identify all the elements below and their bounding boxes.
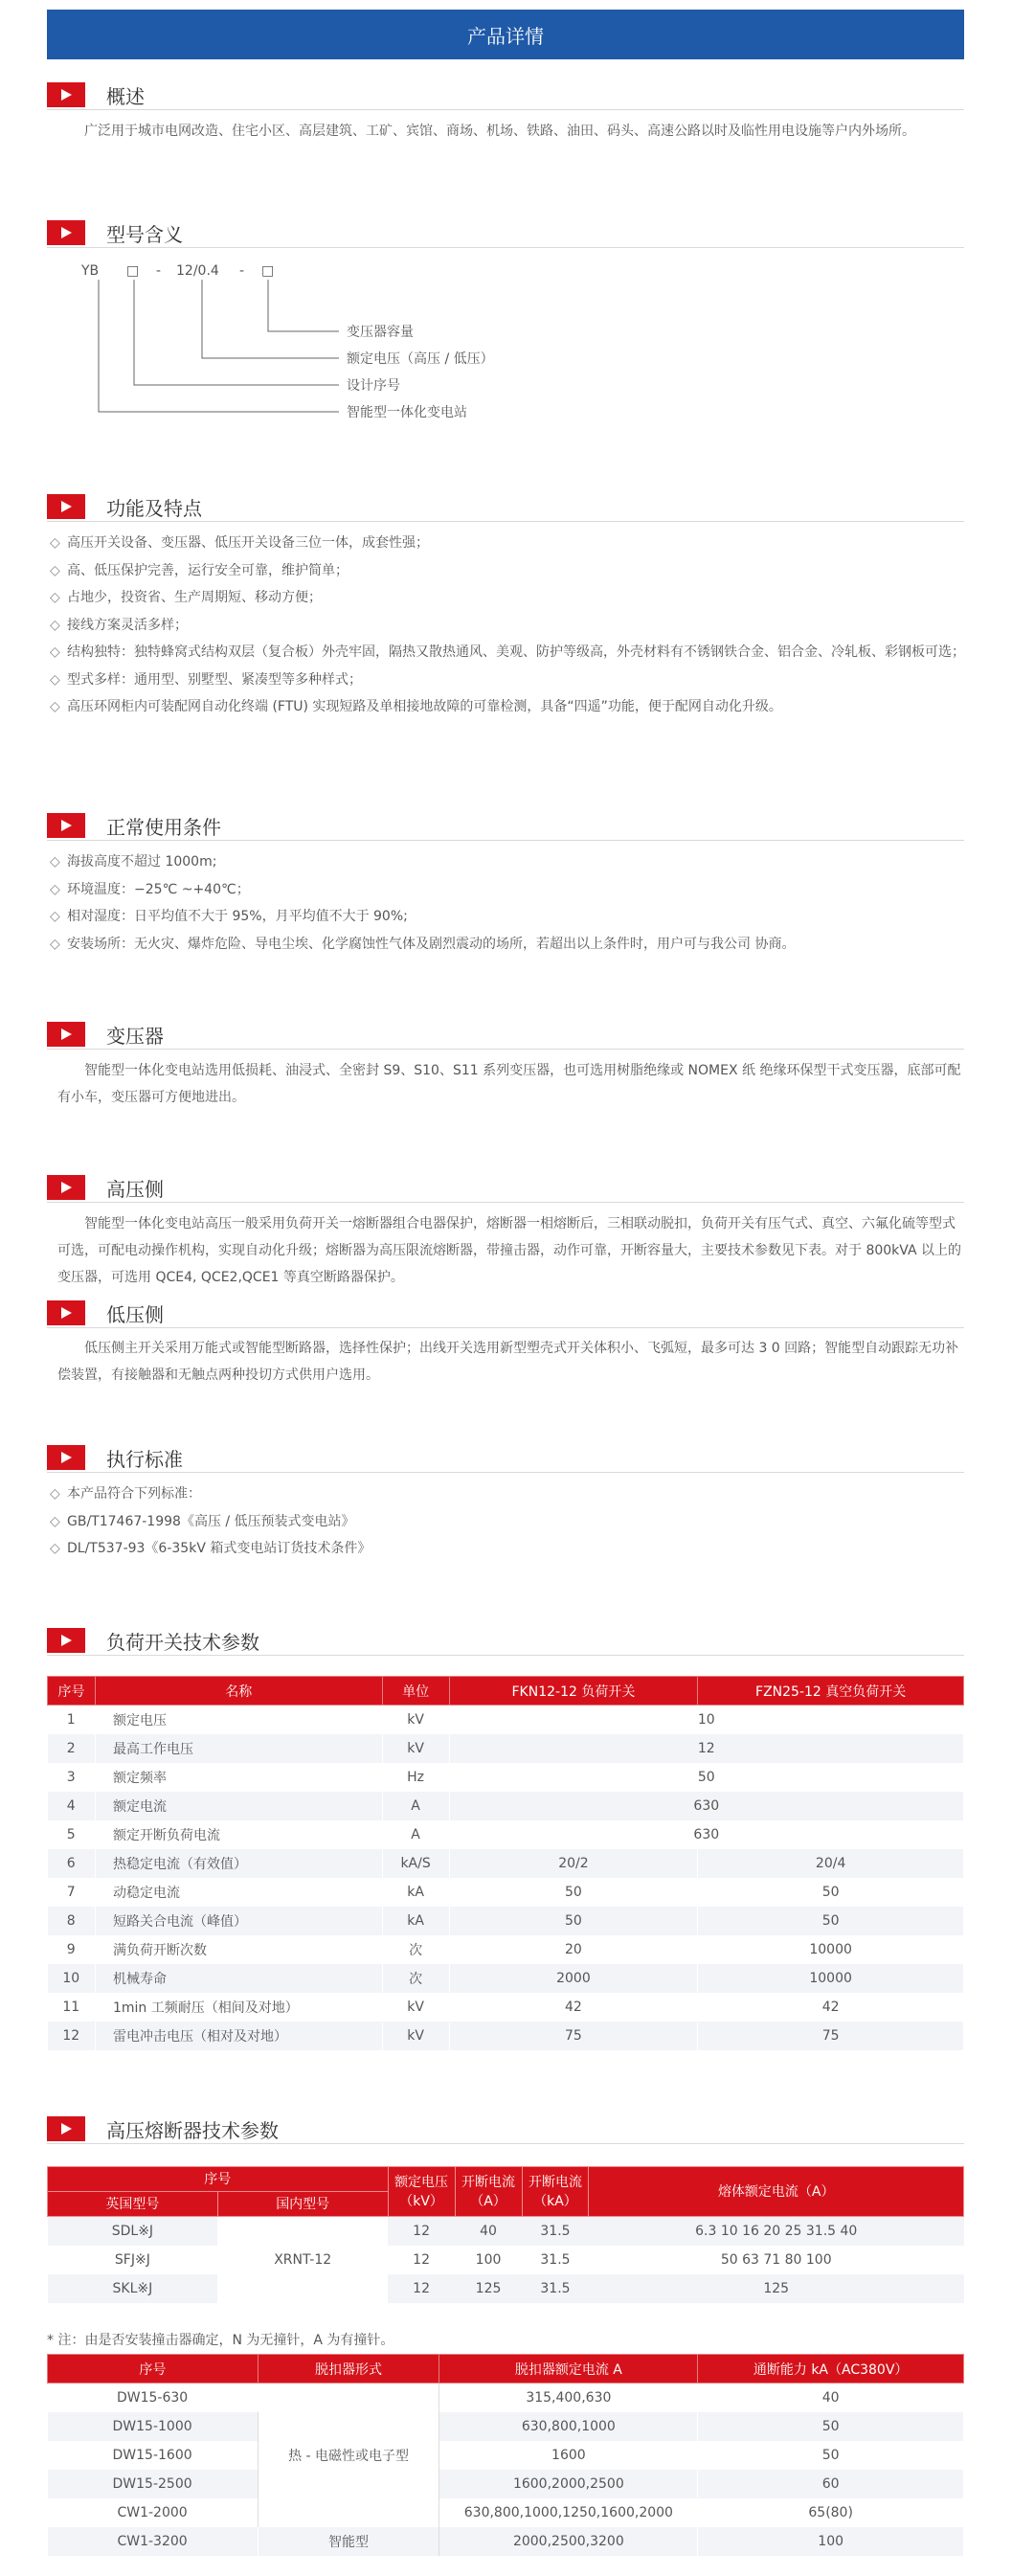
col-header: FZN25-12 真空负荷开关 bbox=[698, 1677, 964, 1706]
diamond-bullet-icon: ◇ bbox=[50, 936, 60, 952]
play-arrow-icon bbox=[47, 1628, 85, 1653]
play-arrow-icon bbox=[47, 1300, 85, 1325]
play-arrow-icon bbox=[47, 813, 85, 838]
section-header-hv bbox=[47, 1173, 164, 1202]
table-row: 6 热稳定电流（有效值） kA/S 20/2 20/4 bbox=[48, 1849, 964, 1878]
table-row: 2 最高工作电压 kV 12 bbox=[48, 1734, 964, 1763]
fuse-note: * 注：由是否安装撞击器确定，N 为无撞针，A 为有撞针。 bbox=[47, 2333, 394, 2348]
list-item: ◇ 本产品符合下列标准： bbox=[50, 1480, 969, 1508]
section-divider bbox=[47, 521, 964, 522]
section-divider bbox=[47, 1049, 964, 1050]
features-list bbox=[50, 530, 969, 721]
col-header: 序号 bbox=[48, 2355, 259, 2384]
col-header: 熔体额定电流（A） bbox=[589, 2167, 964, 2217]
section-divider bbox=[47, 247, 964, 248]
table-row: DW15-630 热 - 电磁性或电子型 315,400,630 40 bbox=[48, 2384, 964, 2412]
diamond-bullet-icon: ◇ bbox=[50, 617, 60, 633]
table-row: SKL※J 12 125 31.5 125 bbox=[48, 2274, 964, 2303]
col-header: 额定电压（kV） bbox=[388, 2167, 455, 2217]
section-title: 概述 bbox=[106, 84, 145, 108]
table-row: CW1-2000 630,800,1000,1250,1600,2000 65(80) bbox=[48, 2498, 964, 2527]
standards-list bbox=[50, 1480, 969, 1563]
section-header-conditions bbox=[47, 811, 221, 840]
banner-title: 产品详情 bbox=[467, 24, 544, 48]
table-row: 7 动稳定电流 kA 50 50 bbox=[48, 1878, 964, 1907]
table-row: DW15-2500 1600,2000,2500 60 bbox=[48, 2470, 964, 2498]
section-title: 变压器 bbox=[106, 1024, 164, 1048]
table-header-row bbox=[48, 2167, 964, 2192]
section-title: 高压侧 bbox=[106, 1177, 164, 1201]
col-header: 通断能力 kA（AC380V） bbox=[698, 2355, 964, 2384]
conditions-list bbox=[50, 848, 969, 958]
col-header: 脱扣器形式 bbox=[258, 2355, 439, 2384]
table-row: 3 额定频率 Hz 50 bbox=[48, 1763, 964, 1792]
section-divider bbox=[47, 840, 964, 841]
section-title: 正常使用条件 bbox=[106, 815, 221, 839]
list-item: ◇ 结构独特：独特蜂窝式结构双层（复合板）外壳牢固，隔热又散热通风、美观、防护等级高，外壳材料有不锈钢铁合金、铝合金、冷轧板、彩钢板可选； bbox=[50, 639, 969, 667]
col-header: 序号 bbox=[48, 2167, 389, 2192]
section-header-fuse bbox=[47, 2114, 279, 2143]
table-row: 9 满负荷开断次数 次 20 10000 bbox=[48, 1935, 964, 1964]
section-title: 型号含义 bbox=[106, 222, 183, 246]
list-item: ◇ 占地少，投资省、生产周期短、移动方便； bbox=[50, 584, 969, 612]
diamond-bullet-icon: ◇ bbox=[50, 562, 60, 578]
diamond-bullet-icon: ◇ bbox=[50, 699, 60, 714]
table-row: DW15-1000 630,800,1000 50 bbox=[48, 2412, 964, 2441]
col-header: 单位 bbox=[382, 1677, 449, 1706]
list-item: ◇ 高、低压保护完善，运行安全可靠，维护简单； bbox=[50, 557, 969, 585]
section-divider bbox=[47, 109, 964, 110]
section-header-lv bbox=[47, 1299, 164, 1327]
section-title: 低压侧 bbox=[106, 1302, 164, 1326]
diamond-bullet-icon: ◇ bbox=[50, 644, 60, 660]
section-header-load-switch bbox=[47, 1626, 259, 1655]
list-item: ◇ 高压环网柜内可装配网自动化终端 (FTU) 实现短路及单相接地故障的可靠检测，具备“四遥”功能，便于配网自动化升级。 bbox=[50, 693, 969, 721]
table-row: 12 雷电冲击电压（相对及对地） kV 75 75 bbox=[48, 2022, 964, 2050]
section-title: 高压熔断器技术参数 bbox=[106, 2118, 279, 2142]
section-divider bbox=[47, 1327, 964, 1328]
overview-text: 广泛用于城市电网改造、住宅小区、高层建筑、工矿、宾馆、商场、机场、铁路、油田、码头、高速公路以时及临性用电设施等户内外场所。 bbox=[84, 124, 915, 139]
section-header-transformer bbox=[47, 1020, 164, 1049]
diamond-bullet-icon: ◇ bbox=[50, 590, 60, 605]
model-code-dash: - bbox=[239, 263, 245, 279]
list-item: ◇ 安装场所：无火灾、爆炸危险、导电尘埃、化学腐蚀性气体及剧烈震动的场所，若超出以上条件时，用户可与我公司 协商。 bbox=[50, 931, 969, 959]
table-row: DW15-1600 1600 50 bbox=[48, 2441, 964, 2470]
table-header-row bbox=[48, 1677, 964, 1706]
col-header: 名称 bbox=[95, 1677, 382, 1706]
col-header: 脱扣器额定电流 A bbox=[439, 2355, 698, 2384]
model-code-box: □ bbox=[126, 263, 140, 279]
list-item: ◇ 接线方案灵活多样； bbox=[50, 612, 969, 640]
section-header-overview bbox=[47, 80, 145, 109]
table-row: 5 额定开断负荷电流 A 630 bbox=[48, 1820, 964, 1849]
model-label-voltage: 额定电压（高压 / 低压） bbox=[347, 351, 494, 367]
model-label-capacity: 变压器容量 bbox=[347, 325, 414, 340]
hv-text: 智能型一体化变电站高压一般采用负荷开关一熔断器组合电器保护，熔断器一相熔断后，三相联动脱扣，负荷开关有压气式、真空、六氟化硫等型式可选，可配电动操作机构，实现自动化升级；熔断器为高压限流熔断器，带撞击器，动作可靠，开断容量大，主要技术参数见下表。对于 800kVA 以上的变压器，可选用 QCE4, QCE2,QCE1 等真空断路器保护。 bbox=[57, 1216, 961, 1285]
page-banner bbox=[47, 10, 964, 59]
play-arrow-icon bbox=[47, 1175, 85, 1200]
model-code-voltage: 12/0.4 bbox=[176, 263, 219, 279]
section-divider bbox=[47, 1202, 964, 1203]
play-arrow-icon bbox=[47, 1445, 85, 1470]
list-item: ◇ DL/T537-93《6-35kV 箱式变电站订货技术条件》 bbox=[50, 1535, 969, 1563]
table-row: SFJ※J 12 100 31.5 50 63 71 80 100 bbox=[48, 2246, 964, 2274]
col-header: FKN12-12 负荷开关 bbox=[449, 1677, 698, 1706]
col-header: 开断电流（kA） bbox=[522, 2167, 589, 2217]
list-item: ◇ 环境温度：−25℃ ~+40℃； bbox=[50, 876, 969, 904]
section-header-model bbox=[47, 218, 183, 247]
diamond-bullet-icon: ◇ bbox=[50, 909, 60, 924]
table-row: 10 机械寿命 次 2000 10000 bbox=[48, 1964, 964, 1993]
diamond-bullet-icon: ◇ bbox=[50, 1486, 60, 1502]
section-title: 执行标准 bbox=[106, 1447, 183, 1471]
model-label-design-no: 设计序号 bbox=[347, 378, 400, 394]
transformer-text: 智能型一体化变电站选用低损耗、油浸式、全密封 S9、S10、S11 系列变压器，也可选用树脂绝缘或 NOMEX 纸 绝缘环保型干式变压器，底部可配有小车，变压器可方便地进出。 bbox=[57, 1063, 961, 1105]
diamond-bullet-icon: ◇ bbox=[50, 854, 60, 870]
play-arrow-icon bbox=[47, 1022, 85, 1047]
breaker-table bbox=[47, 2354, 964, 2556]
list-item: ◇ 型式多样：通用型、别墅型、紧凑型等多种样式； bbox=[50, 667, 969, 694]
model-code-box: □ bbox=[261, 263, 275, 279]
table-header-row bbox=[48, 2355, 964, 2384]
section-divider bbox=[47, 1655, 964, 1656]
diamond-bullet-icon: ◇ bbox=[50, 881, 60, 897]
section-divider bbox=[47, 1472, 964, 1473]
model-label-type: 智能型一体化变电站 bbox=[347, 405, 467, 420]
model-code-diagram bbox=[77, 263, 555, 445]
diamond-bullet-icon: ◇ bbox=[50, 671, 60, 688]
list-item: ◇ 海拔高度不超过 1000m; bbox=[50, 848, 969, 876]
play-arrow-icon bbox=[47, 82, 85, 107]
play-arrow-icon bbox=[47, 220, 85, 245]
list-item: ◇ 高压开关设备、变压器、低压开关设备三位一体，成套性强； bbox=[50, 530, 969, 557]
list-item: ◇ GB/T17467-1998《高压 / 低压预装式变电站》 bbox=[50, 1508, 969, 1536]
diamond-bullet-icon: ◇ bbox=[50, 1541, 60, 1556]
lv-text: 低压侧主开关采用万能式或智能型断路器，选择性保护；出线开关选用新型塑壳式开关体积小、飞弧短，最多可达 3 0 回路；智能型自动跟踪无功补偿装置，有接触器和无触点两种投切方式供用户选用。 bbox=[57, 1341, 959, 1383]
load-switch-table bbox=[47, 1676, 964, 2050]
table-row: 8 短路关合电流（峰值） kA 50 50 bbox=[48, 1907, 964, 1935]
diamond-bullet-icon: ◇ bbox=[50, 1513, 60, 1529]
col-header: 国内型号 bbox=[217, 2192, 388, 2217]
play-arrow-icon bbox=[47, 2116, 85, 2141]
section-title: 功能及特点 bbox=[106, 496, 202, 520]
table-row: SDL※J XRNT-12 12 40 31.5 6.3 10 16 20 25 31.5 40 bbox=[48, 2217, 964, 2246]
table-row: CW1-3200 智能型 2000,2500,3200 100 bbox=[48, 2527, 964, 2556]
fuse-table bbox=[47, 2166, 964, 2303]
table-row: 11 1min 工频耐压（相间及对地） kV 42 42 bbox=[48, 1993, 964, 2022]
table-row: 1 额定电压 kV 10 bbox=[48, 1706, 964, 1734]
table-row: 4 额定电流 A 630 bbox=[48, 1792, 964, 1820]
play-arrow-icon bbox=[47, 494, 85, 519]
list-item: ◇ 相对湿度：日平均值不大于 95%，月平均值不大于 90%; bbox=[50, 903, 969, 931]
section-title: 负荷开关技术参数 bbox=[106, 1630, 259, 1654]
model-code-dash: - bbox=[156, 263, 162, 279]
section-header-standards bbox=[47, 1443, 183, 1472]
section-header-features bbox=[47, 492, 202, 521]
diamond-bullet-icon: ◇ bbox=[50, 535, 60, 551]
col-header: 开断电流（A） bbox=[455, 2167, 522, 2217]
col-header: 序号 bbox=[48, 1677, 96, 1706]
model-code-yb: YB bbox=[81, 263, 100, 279]
section-divider bbox=[47, 2143, 964, 2144]
col-header: 英国型号 bbox=[48, 2192, 218, 2217]
